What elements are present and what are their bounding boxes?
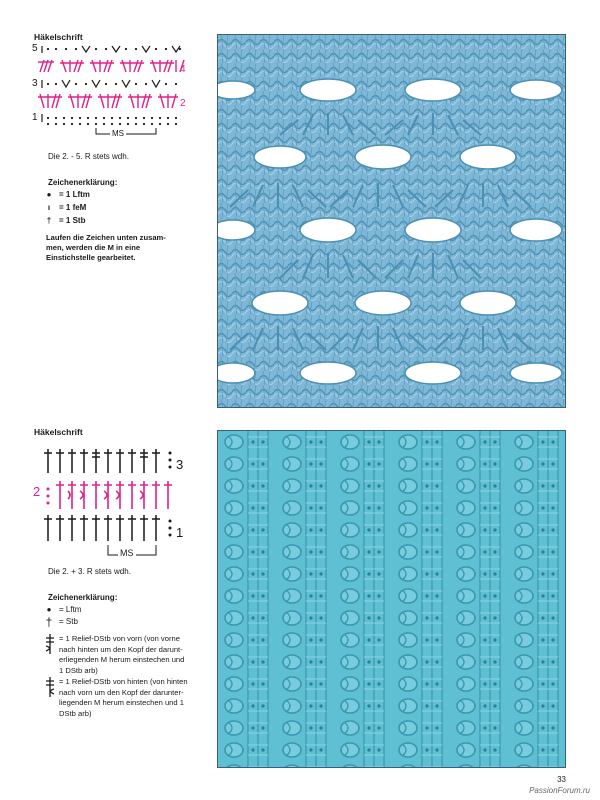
relief-front-description: = 1 Relief-DStb von vorn (von vorne nach hinten um den Kopf der darunt- erliegenden M herum einstechen und 1 DStb arb) — [59, 634, 185, 675]
legend-row-chain-2: ● = Lftm — [42, 605, 81, 614]
legend-row-single-crochet: ı = 1 feM — [42, 203, 86, 212]
section2-title: Häkelschrift — [34, 427, 83, 437]
crochet-chart-2 — [30, 445, 200, 565]
legend-row-chain: ● = 1 Lftm — [42, 190, 90, 199]
row-number-3: 3 — [32, 78, 38, 89]
relief-front-symbol-icon — [44, 634, 56, 654]
row-number-5: 5 — [32, 43, 38, 54]
repeat-note-1: Die 2. - 5. R stets wdh. — [48, 152, 129, 161]
relief-back-description: = 1 Relief-DStb von hinten (von hinten nach vorn um den Kopf der darunter- liegenden M herum einstechen und 1 DStb arb) — [59, 677, 188, 718]
repeat-label-2: MS — [120, 548, 134, 558]
repeat-label-1: MS — [112, 129, 124, 138]
legend-row-double-crochet-2: † = Stb — [42, 617, 78, 627]
row-number-2b: 2 — [33, 484, 41, 499]
row-number-3b: 3 — [176, 457, 184, 472]
repeat-note-2: Die 2. + 3. R stets wdh. — [48, 567, 131, 576]
stitch-photo-1 — [217, 34, 566, 408]
single-crochet-symbol-icon: ı — [47, 203, 51, 212]
combine-note: Laufen die Zeichen unten zusam- men, werden die M in eine Einstichstelle gearbeitet. — [46, 233, 166, 262]
legend-title-1: Zeichenerklärung: — [48, 178, 118, 187]
lace-texture — [218, 35, 565, 407]
watermark: PassionForum.ru — [529, 786, 590, 795]
page-number: 33 — [557, 775, 566, 784]
row-number-4: 4 — [180, 64, 186, 75]
legend-row-double-crochet: † = 1 Stb — [42, 216, 85, 225]
rib-texture — [218, 431, 565, 767]
legend-title-2: Zeichenerklärung: — [48, 593, 118, 602]
row-number-1b: 1 — [176, 525, 184, 540]
double-crochet-symbol-icon: † — [45, 615, 53, 629]
double-crochet-symbol-icon: † — [46, 216, 52, 225]
chain-symbol-icon: ● — [46, 605, 52, 614]
row-number-1: 1 — [32, 112, 38, 123]
chain-symbol-icon: ● — [46, 190, 52, 199]
section1-title: Häkelschrift — [34, 32, 83, 42]
relief-back-symbol-icon — [44, 677, 56, 697]
stitch-photo-2 — [217, 430, 566, 768]
row-number-2: 2 — [180, 98, 186, 109]
